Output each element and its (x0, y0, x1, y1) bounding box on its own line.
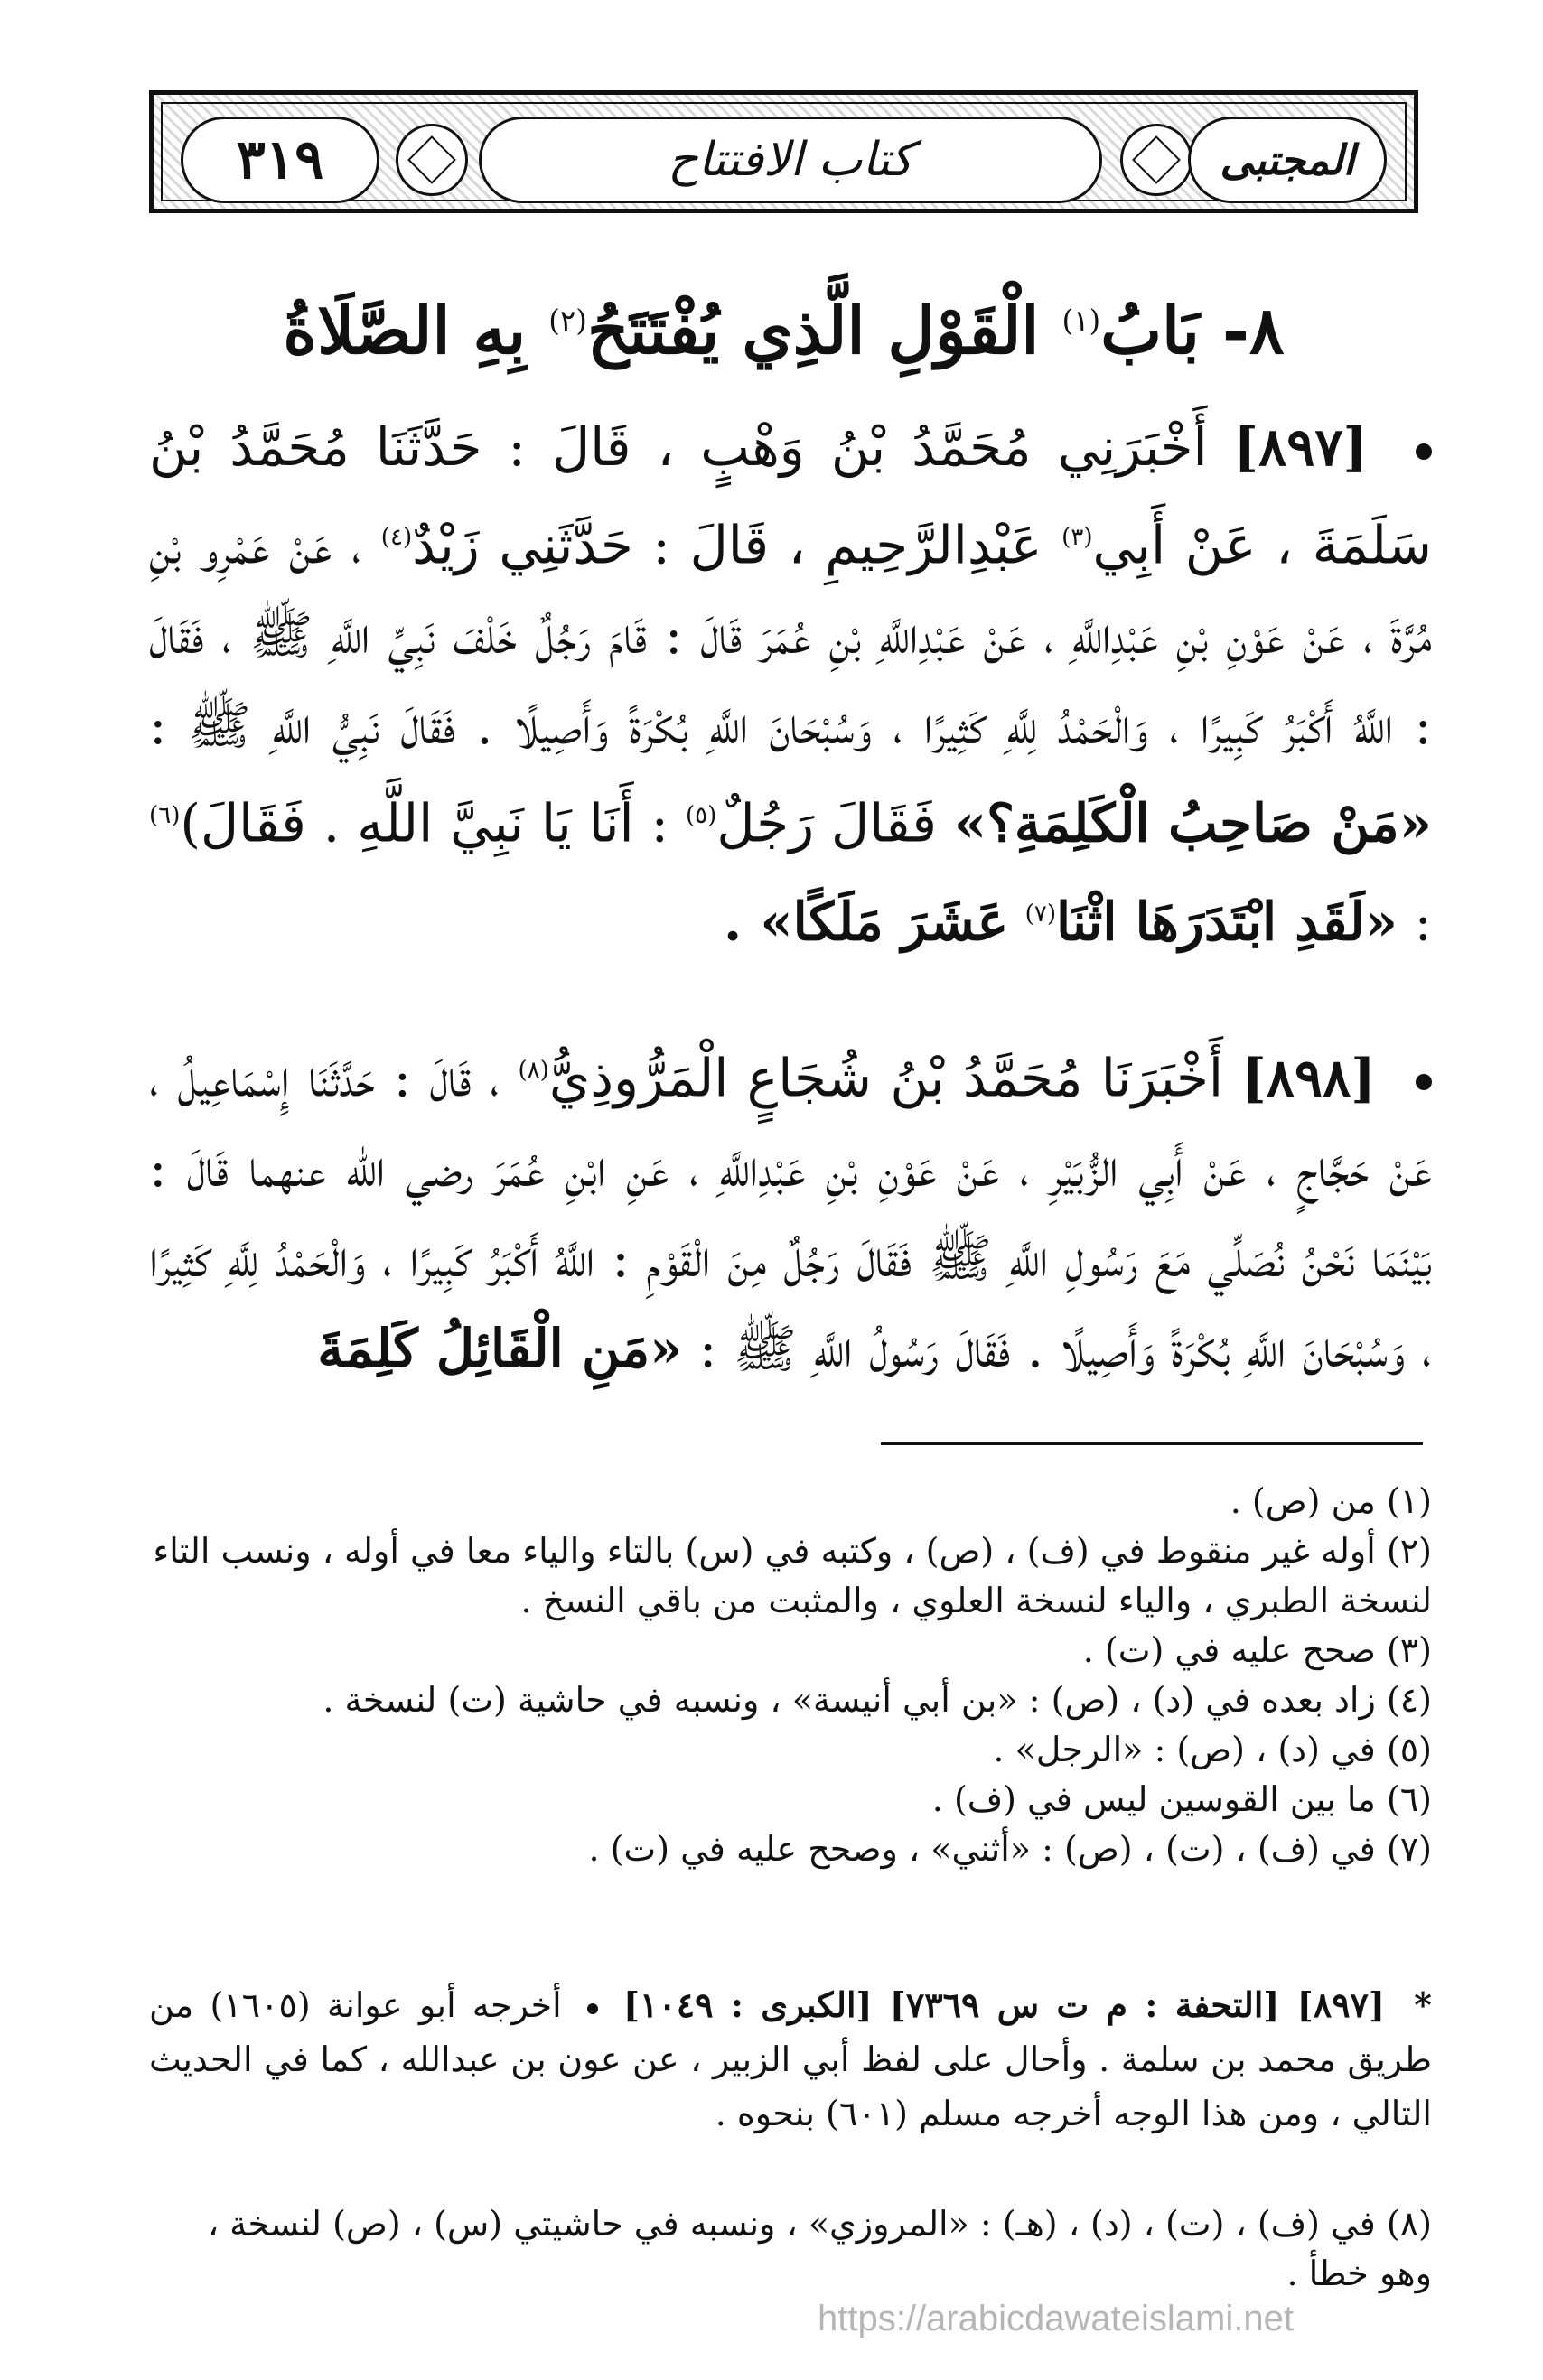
footnote-marker: (٢) (548, 303, 587, 338)
prophetic-quote: «لَقَدِ ابْتَدَرَهَا اثْنَا (1056, 890, 1398, 952)
bullet-icon (587, 2003, 598, 2014)
footnote: (٥) في (د) ، (ص) : «الرجل» . (993, 1730, 1432, 1769)
hadith-text: أَخْبَرَنِي مُحَمَّدُ بْنُ وَهْبٍ ، قَالَ : حَدَّثَنَا مُحَمَّدُ بْنُ سَلَمَةَ ، عَنْ أَبِي (149, 416, 1433, 576)
book-name-cartouche (479, 117, 1102, 203)
series-name-cartouche (1188, 117, 1387, 203)
footnote-marker: (٨) (518, 1057, 549, 1084)
ornament-icon (1120, 124, 1192, 196)
footnote: (٦) ما بين القوسين ليس في (ف) . (931, 1779, 1432, 1819)
book-name: كتاب الافتتاح (668, 133, 913, 187)
footnote: (٣) صحح عليه في (ت) . (1082, 1630, 1432, 1670)
chapter-number: ٨- (1222, 292, 1285, 369)
page-number: ٣١٩ (236, 128, 324, 191)
chapter-title-part: بَابُ (1100, 292, 1200, 369)
footnote-marker: (٤) (380, 524, 413, 551)
hadith-text: : أَنَا يَا نَبِيَّ اللَّهِ . فَقَالَ) (180, 792, 669, 854)
takhrij-note (149, 1978, 1432, 2141)
footnote-marker: (٣) (1061, 524, 1093, 551)
footnotes (149, 1477, 1432, 1874)
footnote: (٧) في (ف) ، (ت) ، (ص) : «أثني» ، وصحح عليه في (ت) . (588, 1829, 1432, 1869)
footnote: (٢) أوله غير منقوط في (ف) ، (ص) ، وكتبه في (س) بالتاء والياء معا في أوله ، ونسب التاء لنسخة الطبري ، والياء لنسخة العلوي ، والمثبت من باقي النسخ . (153, 1531, 1432, 1620)
prophetic-quote: «مَنْ صَاحِبُ الْكَلِمَةِ؟» (953, 792, 1433, 854)
hadith-text: ، عَنْ عَمْرِو بْنِ مُرَّةَ ، عَنْ عَوْنِ بْنِ عَبْدِاللَّهِ ، عَنْ عَبْدِاللَّهِ بْنِ عُمَرَ قَالَ : قَامَ رَجُلٌ خَلْفَ نَبِيِّ اللَّهِ ﷺ ، فَقَالَ : اللَّهُ أَكْبَرُ كَبِيرًا ، وَالْحَمْدُ لِلَّهِ كَثِيرًا ، وَسُبْحَانَ اللَّهِ بُكْرَةً وَأَصِيلًا . فَقَالَ نَبِيُّ اللَّهِ ﷺ : (149, 514, 1432, 757)
hadith-number: [٨٩٨] (1241, 1047, 1376, 1109)
prophetic-quote: عَشَرَ مَلَكًا» . (724, 890, 1009, 952)
footnote-marker: (١) (1061, 303, 1101, 338)
takhrij-reference: [٨٩٧] [التحفة : م ت س ٧٣٦٩] [الكبرى : ١٠٤٩] (622, 1984, 1385, 2025)
prophetic-quote: «مَنِ الْقَائِلُ كَلِمَةَ (317, 1318, 683, 1380)
hadith-text: ، قَالَ : حَدَّثَنَا إِسْمَاعِيلُ ، عَنْ حَجَّاجٍ ، عَنْ أَبِي الزُّبَيْرِ ، عَنْ عَوْنِ بْنِ عَبْدِاللَّهِ ، عَنِ ابْنِ عُمَرَ رضي الله عنهما قَالَ : بَيْنَمَا نَحْنُ نُصَلِّي مَعَ رَسُولِ اللَّهِ ﷺ فَقَالَ رَجُلٌ مِنَ الْقَوْمِ : اللَّهُ أَكْبَرُ كَبِيرًا ، وَالْحَمْدُ لِلَّهِ كَثِيرًا ، وَسُبْحَانَ اللَّهِ بُكْرَةً وَأَصِيلًا . فَقَالَ رَسُولُ اللَّهِ ﷺ : (149, 1047, 1432, 1380)
hadith-text: : (1414, 890, 1432, 952)
chapter-title-part: بِهِ الصَّلَاةُ (283, 292, 527, 369)
header-frame (161, 102, 1407, 201)
footnote-marker: (٦) (149, 802, 181, 830)
footnote-marker: (٥) (685, 802, 717, 830)
hadith-text: فَقَالَ رَجُلٌ (716, 792, 937, 854)
bullet-icon (1416, 1074, 1432, 1090)
footnote: (١) من (ص) . (1230, 1481, 1432, 1521)
footnote: (٨) في (ف) ، (ت) ، (د) ، (هـ) : «المروزي» ، ونسبه في حاشيتي (س) ، (ص) لنسخة ، وهو خطأ . (207, 2204, 1432, 2293)
footnote-marker: (٧) (1024, 900, 1057, 928)
asterisk-icon: * (1414, 1984, 1432, 2025)
takhrij-text: أخرجه أبو عوانة (١٦٠٥) من طريق محمد بن سلمة . وأحال على لفظ أبي الزبير ، عن عون بن عبدالله ، كما في الحديث التالي ، ومن هذا الوجه أخرجه مسلم (٦٠١) بنحوه . (149, 1985, 1432, 2133)
hadith-text: أَخْبَرَنَا مُحَمَّدُ بْنُ شُجَاعٍ الْمَرُّوذِيُّ (548, 1047, 1223, 1109)
chapter-heading (149, 271, 1418, 380)
hadith-number: [٨٩٧] (1233, 416, 1368, 478)
hadith-898 (149, 1025, 1432, 1394)
page-number-cartouche (181, 117, 379, 203)
ornament-icon (396, 124, 468, 196)
watermark: https://arabicdawateislami.net (818, 2299, 1294, 2338)
footnote: (٤) زاد بعده في (د) ، (ص) : «بن أبي أنيسة» ، ونسبه في حاشية (ت) لنسخة . (323, 1680, 1432, 1720)
hadith-text: عَبْدِالرَّحِيمِ ، قَالَ : حَدَّثَنِي زَيْدٌ (412, 514, 1043, 576)
series-name: المجتبى (1220, 135, 1355, 184)
chapter-title-part: الْقَوْلِ الَّذِي يُفْتَتَحُ (586, 292, 1040, 369)
page-header (149, 90, 1418, 213)
hadith-897 (149, 402, 1432, 966)
footnote-separator (881, 1442, 1423, 1445)
bullet-icon (1416, 443, 1432, 460)
